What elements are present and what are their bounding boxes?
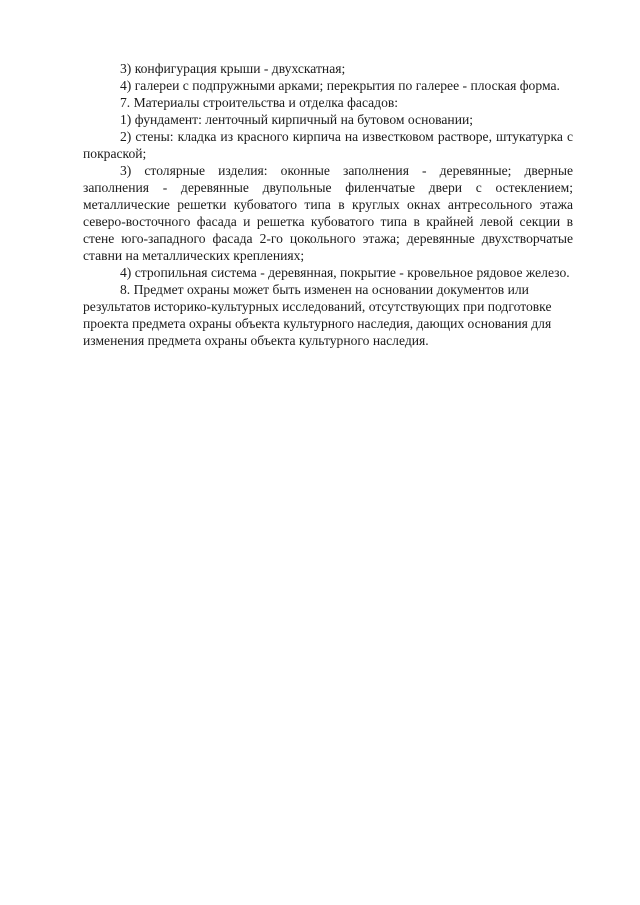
paragraph-walls: 2) стены: кладка из красного кирпича на известковом растворе, штукатурка с покраской; [83, 129, 573, 161]
paragraph-rafters: 4) стропильная система - деревянная, покрытие - кровельное рядовое железо. [120, 265, 570, 280]
paragraph-roof-configuration: 3) конфигурация крыши - двухскатная; [120, 61, 346, 76]
document-text [83, 60, 573, 349]
paragraph-joinery: 3) столярные изделия: оконные заполнения - деревянные; дверные заполнения - деревянные двупольные филенчатые двери с остеклением; металлические решетки кубоватого типа в круглых окнах антресольного этажа северо-восточного фасада и решетка кубоватого типа в крайней левой секции в стене юго-западного фасада 2-го цокольного этажа; деревянные двухстворчатые ставни на металлических креплениях; [83, 163, 573, 263]
paragraph-foundation: 1) фундамент: ленточный кирпичный на бутовом основании; [120, 112, 474, 127]
paragraph-protection-subject: 8. Предмет охраны может быть изменен на основании документов или результатов историко-культурных исследований, отсутствующих при подготовке проекта предмета охраны объекта культурного наследия, дающих основания для изменения предмета охраны объекта культурного наследия. [83, 282, 552, 348]
paragraph-materials-heading: 7. Материалы строительства и отделка фасадов: [120, 95, 399, 110]
paragraph-galleries: 4) галереи с подпружными арками; перекрытия по галерее - плоская форма. [120, 78, 560, 93]
